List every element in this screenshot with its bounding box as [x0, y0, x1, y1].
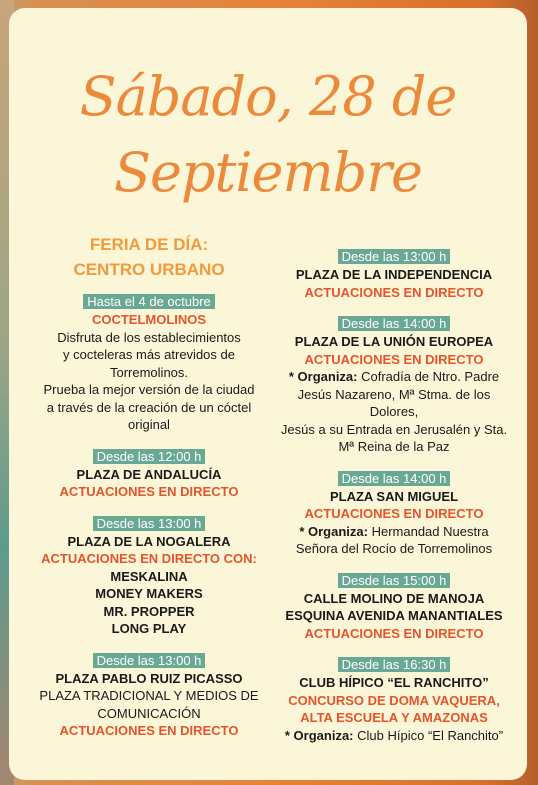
left-column [29, 232, 269, 754]
event-description: a través de la creación de un cóctel [46, 399, 252, 415]
event-plaza-san-miguel [275, 470, 513, 558]
event-description: y cocteleras más atrevidos de [63, 347, 235, 362]
event-plaza-picasso [29, 652, 269, 740]
organizer-label: * Organiza: [288, 369, 358, 384]
program-card [9, 8, 527, 780]
venue-name: PLAZA SAN MIGUEL [329, 488, 459, 504]
event-coctelmolinos [29, 293, 269, 434]
event-description: PLAZA TRADICIONAL Y MEDIOS DE [39, 688, 259, 703]
event-plaza-union-europea [275, 315, 513, 456]
event-description: COMUNICACIÓN [97, 705, 201, 721]
time-badge: Desde las 12:00 h [93, 449, 206, 464]
organizer-text: Jesús Nazareno, Mª Stma. de los [297, 386, 491, 402]
organizer-label: * Organiza: [284, 727, 354, 743]
event-plaza-independencia [275, 248, 513, 301]
event-plaza-nogalera [29, 515, 269, 638]
event-type: ACTUACIONES EN DIRECTO [304, 625, 484, 641]
band-name: MONEY MAKERS [95, 586, 203, 601]
band-name: LONG PLAY [111, 621, 187, 636]
right-column [275, 248, 513, 758]
organizer-text: Jesús a su Entrada en Jerusalén y Sta. [280, 421, 508, 437]
event-type: ACTUACIONES EN DIRECTO [304, 506, 484, 521]
venue-name: PLAZA DE LA NOGALERA [67, 533, 231, 549]
time-badge: Desde las 13:00 h [338, 249, 451, 264]
event-type: ACTUACIONES EN DIRECTO [59, 723, 239, 738]
venue-name: PLAZA DE LA INDEPENDENCIA [295, 267, 493, 282]
section-heading [29, 232, 269, 282]
organizer-text: Cofradía de Ntro. Padre [361, 369, 500, 384]
time-badge: Desde las 16:30 h [338, 657, 451, 672]
event-plaza-andalucia [29, 448, 269, 501]
time-badge: Hasta el 4 de octubre [83, 294, 215, 309]
event-description: Disfruta de los establecimientos [57, 329, 241, 345]
organizer-text: Mª Reina de la Paz [338, 439, 450, 454]
event-type: ACTUACIONES EN DIRECTO [304, 284, 484, 300]
time-badge: Desde las 14:00 h [338, 471, 451, 486]
venue-name: ESQUINA AVENIDA MANANTIALES [285, 608, 503, 623]
venue-name: PLAZA DE LA UNIÓN EUROPEA [294, 334, 494, 349]
event-description: Prueba la mejor versión de la ciudad [43, 382, 255, 397]
event-description: Torremolinos. [109, 364, 189, 380]
organizer [275, 727, 513, 745]
organizer-text: Dolores, [369, 404, 419, 419]
time-badge: Desde las 15:00 h [338, 573, 451, 588]
event-club-hipico [275, 656, 513, 744]
time-badge: Desde las 13:00 h [93, 653, 206, 668]
band-name: MESKALINA [110, 568, 188, 584]
event-type: ALTA ESCUELA Y AMAZONAS [300, 710, 488, 725]
organizer-label: * Organiza: [299, 523, 368, 539]
band-name: MR. PROPPER [103, 603, 195, 619]
event-type: CONCURSO DE DOMA VAQUERA, [288, 692, 500, 708]
event-name: COCTELMOLINOS [91, 312, 207, 327]
event-type: ACTUACIONES EN DIRECTO [304, 351, 484, 367]
organizer-text: Señora del Rocío de Torremolinos [295, 541, 493, 556]
venue-name: PLAZA DE ANDALUCÍA [76, 466, 222, 482]
organizer-text: Club Hípico “El Ranchito” [357, 727, 504, 743]
organizer-text: Hermandad Nuestra [371, 523, 489, 539]
venue-name: CLUB HÍPICO “EL RANCHITO” [299, 675, 489, 690]
time-badge: Desde las 13:00 h [93, 516, 206, 531]
section-heading-line2: CENTRO URBANO [73, 260, 225, 279]
time-badge: Desde las 14:00 h [338, 316, 451, 331]
event-calle-molino [275, 572, 513, 643]
organizer [275, 523, 513, 541]
section-heading-line1: FERIA DE DÍA: [89, 235, 209, 254]
event-type: ACTUACIONES EN DIRECTO CON: [41, 551, 257, 566]
page-title-line2: Septiembre [114, 141, 422, 204]
venue-name: PLAZA PABLO RUIZ PICASSO [55, 670, 243, 686]
event-type: ACTUACIONES EN DIRECTO [59, 484, 239, 499]
event-description: original [128, 417, 170, 432]
organizer [275, 368, 513, 386]
venue-name: CALLE MOLINO DE MANOJA [303, 590, 485, 606]
page-title-line1: Sábado, 28 de [79, 65, 457, 128]
